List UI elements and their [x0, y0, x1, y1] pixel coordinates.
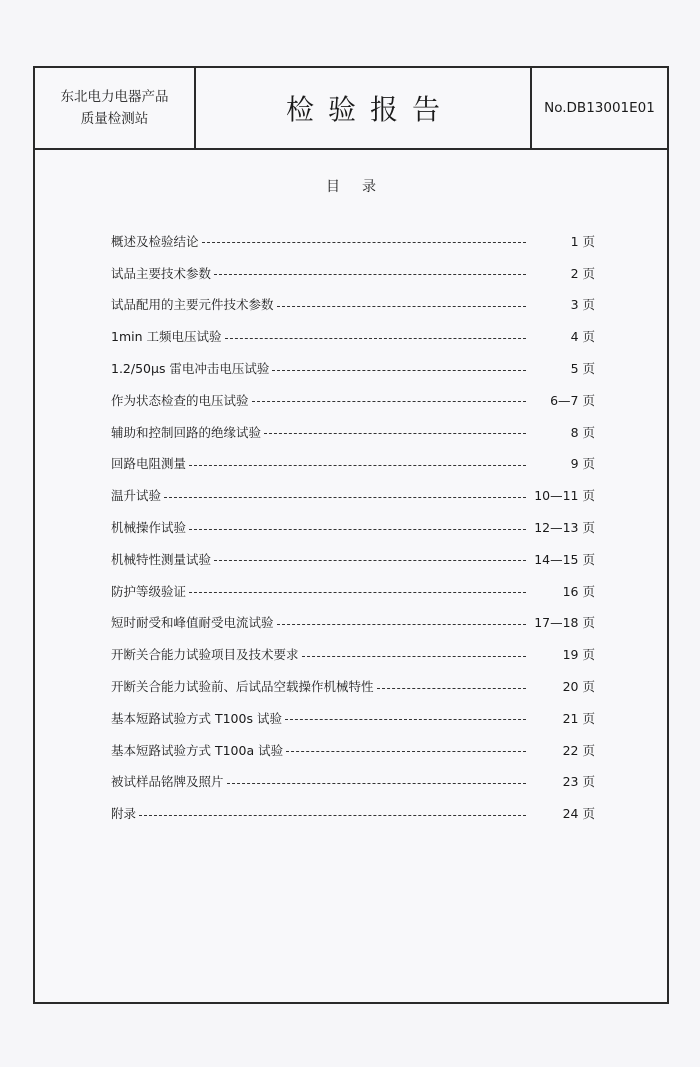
toc-leader-line: [202, 242, 526, 243]
toc-entry-page: 4 页: [570, 329, 595, 345]
toc-leader-line: [272, 370, 526, 371]
toc-leader-line: [139, 815, 526, 816]
toc-leader-line: [277, 306, 526, 307]
organization-cell: [35, 68, 196, 148]
organization-name-line1: 东北电力电器产品: [60, 89, 169, 105]
toc-entry-label: 辅助和控制回路的绝缘试验: [111, 424, 262, 440]
toc-entry-page: 14—15 页: [534, 551, 595, 567]
toc-leader-line: [286, 751, 526, 752]
toc-entry: [111, 638, 595, 670]
toc-leader-line: [277, 624, 526, 625]
toc-leader-line: [189, 465, 526, 466]
toc-entry: [111, 416, 595, 448]
toc-entry-page: 6—7 页: [550, 392, 595, 408]
toc-entry: [111, 384, 595, 416]
toc-entry-label: 基本短路试验方式 T100a 试验: [111, 742, 284, 758]
table-of-contents: [111, 225, 595, 829]
toc-leader-line: [377, 688, 526, 689]
toc-leader-line: [252, 401, 526, 402]
toc-entry-label: 机械操作试验: [111, 520, 187, 536]
toc-entry-page: 12—13 页: [534, 520, 595, 536]
toc-entry: [111, 670, 595, 702]
toc-leader-line: [164, 497, 526, 498]
toc-entry-page: 2 页: [570, 265, 595, 281]
toc-entry-page: 19 页: [562, 647, 595, 663]
toc-entry: [111, 702, 595, 734]
report-number: No.DB13001E01: [544, 100, 655, 116]
toc-entry-page: 23 页: [562, 774, 595, 790]
toc-entry-label: 概述及检验结论: [111, 233, 199, 249]
toc-entry: [111, 289, 595, 321]
toc-entry: [111, 575, 595, 607]
toc-entry-label: 开断关合能力试验项目及技术要求: [111, 647, 299, 663]
toc-entry-page: 3 页: [570, 297, 595, 313]
toc-entry-label: 机械特性测量试验: [111, 551, 212, 567]
toc-entry-page: 10—11 页: [534, 488, 595, 504]
toc-leader-line: [302, 656, 526, 657]
toc-entry: [111, 225, 595, 257]
toc-entry-label: 1min 工频电压试验: [111, 329, 222, 345]
toc-entry-page: 17—18 页: [534, 615, 595, 631]
report-header: [35, 68, 667, 150]
toc-entry: [111, 257, 595, 289]
toc-entry-page: 22 页: [562, 742, 595, 758]
toc-entry: [111, 543, 595, 575]
toc-entry-page: 5 页: [570, 361, 595, 377]
toc-entry: [111, 352, 595, 384]
toc-entry-label: 短时耐受和峰值耐受电流试验: [111, 615, 274, 631]
toc-leader-line: [264, 433, 526, 434]
toc-entry: [111, 479, 595, 511]
organization-name-line2: 质量检测站: [80, 111, 149, 127]
toc-entry-label: 防护等级验证: [111, 583, 187, 599]
toc-entry-page: 1 页: [570, 233, 595, 249]
report-title: 检验报告: [196, 68, 532, 148]
toc-leader-line: [214, 274, 526, 275]
toc-entry-label: 试品主要技术参数: [111, 265, 212, 281]
toc-entry-label: 作为状态检查的电压试验: [111, 392, 249, 408]
toc-entry: [111, 797, 595, 829]
toc-entry-label: 试品配用的主要元件技术参数: [111, 297, 274, 313]
toc-entry-label: 附录: [111, 806, 137, 822]
toc-entry-page: 8 页: [570, 424, 595, 440]
toc-entry: [111, 734, 595, 766]
toc-entry: [111, 448, 595, 480]
toc-entry: [111, 320, 595, 352]
toc-entry-page: 24 页: [562, 806, 595, 822]
toc-entry: [111, 766, 595, 798]
toc-entry-label: 开断关合能力试验前、后试品空载操作机械特性: [111, 679, 374, 695]
toc-entry-label: 1.2/50μs 雷电冲击电压试验: [111, 361, 270, 377]
toc-leader-line: [189, 529, 526, 530]
toc-entry-label: 回路电阻测量: [111, 456, 187, 472]
toc-entry-page: 21 页: [562, 710, 595, 726]
toc-heading: 目录: [326, 179, 398, 195]
toc-entry-page: 9 页: [570, 456, 595, 472]
toc-entry-label: 被试样品铭牌及照片: [111, 774, 224, 790]
toc-entry-label: 温升试验: [111, 488, 162, 504]
toc-leader-line: [227, 783, 526, 784]
toc-leader-line: [225, 338, 527, 339]
toc-entry: [111, 511, 595, 543]
toc-leader-line: [189, 592, 526, 593]
toc-leader-line: [214, 560, 526, 561]
toc-entry-page: 20 页: [562, 679, 595, 695]
toc-entry: [111, 607, 595, 639]
report-frame: [33, 66, 669, 1004]
toc-leader-line: [285, 719, 526, 720]
toc-entry-label: 基本短路试验方式 T100s 试验: [111, 710, 282, 726]
toc-entry-page: 16 页: [562, 583, 595, 599]
